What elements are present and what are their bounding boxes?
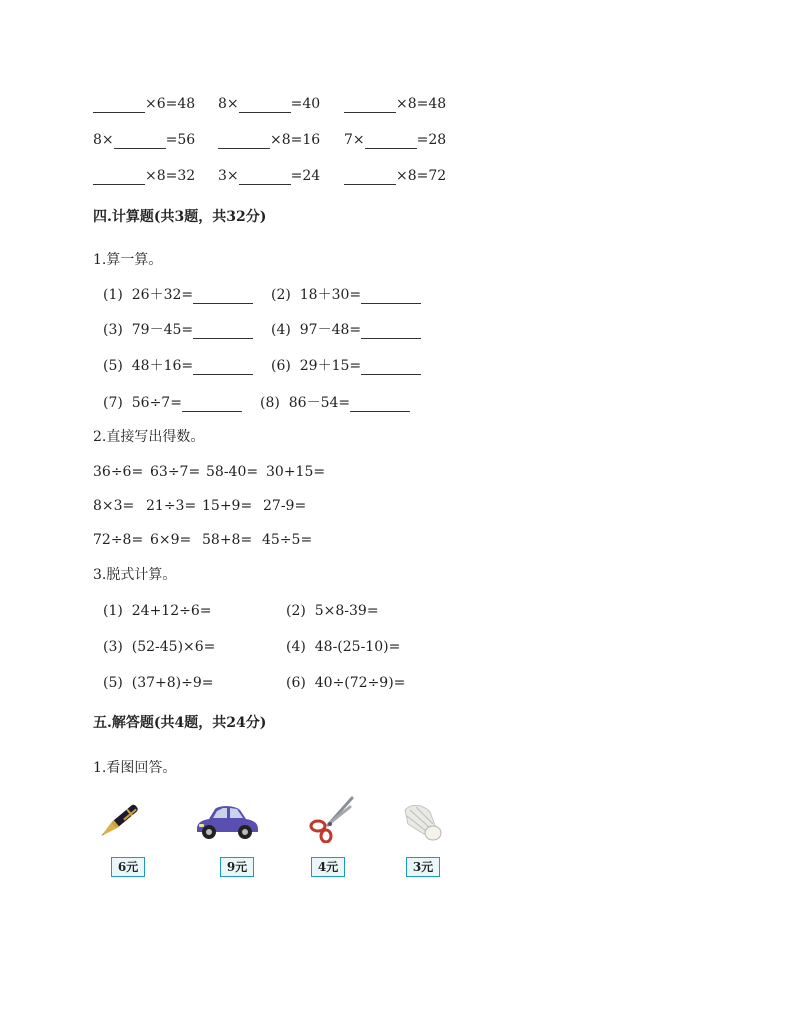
answer-blank[interactable]	[361, 324, 421, 339]
answer-blank[interactable]	[239, 98, 291, 113]
answer-blank[interactable]	[344, 170, 396, 185]
answer-blank[interactable]	[361, 289, 421, 304]
answer-blank[interactable]	[344, 98, 396, 113]
stepwise-problem: (6) 40÷(72÷9)=	[286, 675, 406, 691]
stepwise-problem: (1) 24+12÷6=	[103, 603, 212, 619]
fountain-pen-icon	[92, 796, 144, 848]
calc-problem: (7) 56÷7=	[103, 394, 242, 412]
mental-math-item: 58+8=	[202, 532, 253, 548]
calc-problem: (8) 86－54=	[260, 394, 410, 412]
price-tag: 3元	[406, 857, 440, 877]
mental-math-item: 6×9=	[150, 532, 192, 548]
fill-blank-problem: ×8=16	[218, 131, 320, 149]
mental-math-item: 63÷7=	[150, 464, 201, 480]
mental-math-item: 30+15=	[266, 464, 326, 480]
answer-blank[interactable]	[193, 289, 253, 304]
calc-problem: (2) 18＋30=	[271, 286, 421, 304]
answer-blank[interactable]	[361, 360, 421, 375]
toy-car-icon	[193, 803, 261, 841]
answer-blank[interactable]	[182, 397, 242, 412]
answer-blank[interactable]	[239, 170, 291, 185]
answer-blank[interactable]	[365, 134, 417, 149]
mental-math-item: 15+9=	[202, 498, 253, 514]
section-4-heading: 四.计算题(共3题，共32分)	[93, 209, 267, 225]
stepwise-problem: (4) 48-(25-10)=	[286, 639, 401, 655]
price-tag: 9元	[220, 857, 254, 877]
calc-problem: (3) 79－45=	[103, 321, 253, 339]
stepwise-problem: (3) (52-45)×6=	[103, 639, 216, 655]
answer-blank[interactable]	[193, 360, 253, 375]
answer-blank[interactable]	[218, 134, 270, 149]
fill-blank-problem: 3× =24	[218, 168, 321, 184]
mental-math-item: 58-40=	[206, 464, 259, 480]
fill-blank-problem: ×8=72	[344, 167, 446, 185]
answer-blank[interactable]	[350, 397, 410, 412]
answer-blank[interactable]	[114, 134, 166, 149]
mental-math-item: 72÷8=	[93, 532, 144, 548]
answer-blank[interactable]	[93, 98, 145, 113]
fill-blank-problem: ×8=32	[93, 167, 195, 185]
stepwise-problem: (5) (37+8)÷9=	[103, 675, 214, 691]
calc-problem: (4) 97－48=	[271, 321, 421, 339]
q2-title: 2.直接写出得数。	[93, 429, 205, 445]
mental-math-item: 8×3=	[93, 498, 135, 514]
s5-q1-title: 1.看图回答。	[93, 760, 177, 776]
answer-blank[interactable]	[193, 324, 253, 339]
price-tag: 4元	[311, 857, 345, 877]
fill-blank-problem: ×6=48	[93, 95, 195, 113]
fill-blank-problem: 8× =56	[93, 132, 196, 148]
fill-blank-problem: 8× =40	[218, 96, 321, 112]
calc-problem: (1) 26＋32=	[103, 286, 253, 304]
stepwise-problem: (2) 5×8-39=	[286, 603, 379, 619]
scissors-icon	[306, 795, 356, 843]
mental-math-item: 21÷3=	[146, 498, 197, 514]
q1-title: 1.算一算。	[93, 252, 163, 268]
mental-math-item: 45÷5=	[262, 532, 313, 548]
mental-math-item: 36÷6=	[93, 464, 144, 480]
calc-problem: (5) 48＋16=	[103, 357, 253, 375]
shuttlecock-icon	[402, 802, 444, 844]
price-tag: 6元	[111, 857, 145, 877]
answer-blank[interactable]	[93, 170, 145, 185]
calc-problem: (6) 29＋15=	[271, 357, 421, 375]
fill-blank-problem: 7× =28	[344, 132, 447, 148]
fill-blank-problem: ×8=48	[344, 95, 446, 113]
mental-math-item: 27-9=	[263, 498, 307, 514]
q3-title: 3.脱式计算。	[93, 567, 177, 583]
section-5-heading: 五.解答题(共4题，共24分)	[93, 715, 267, 731]
